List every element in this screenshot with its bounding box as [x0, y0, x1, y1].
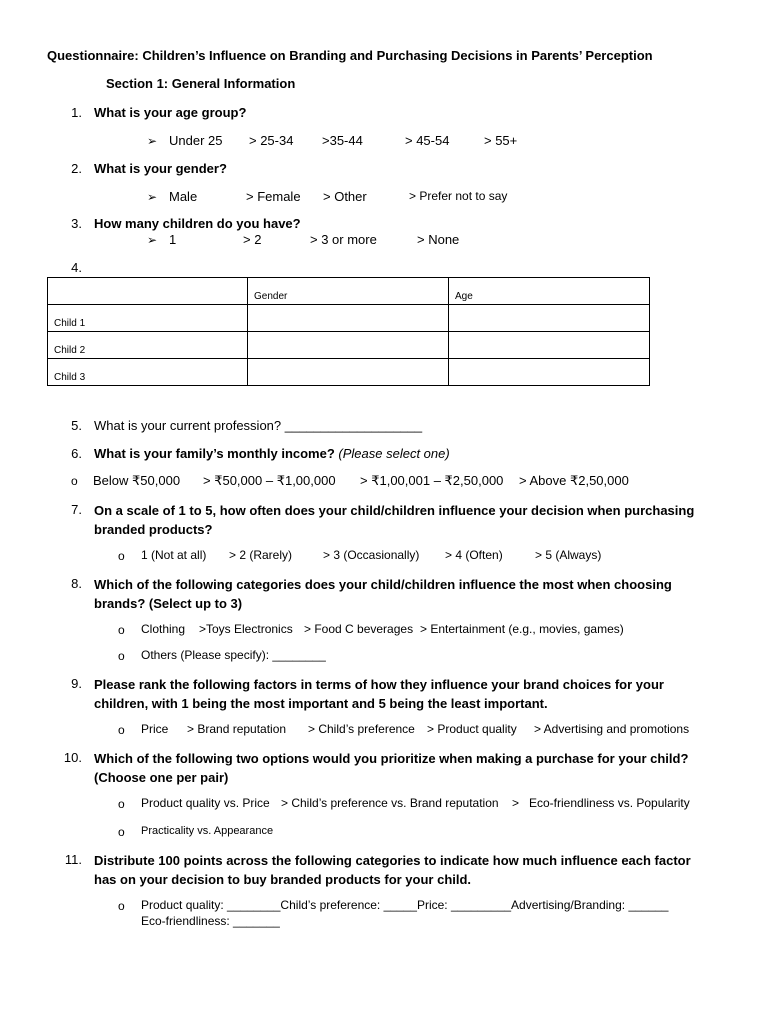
table-header-age: Age: [449, 278, 650, 305]
q1-option-25-34[interactable]: > 25-34: [249, 133, 294, 148]
q9-option-childs-preference[interactable]: > Child’s preference: [308, 722, 415, 736]
q8-number: 8.: [71, 576, 82, 591]
q9-text: Please rank the following factors in terms of how they influence your brand choices for your children, with 1 being the most important and 5 being the least important.: [94, 677, 664, 711]
q5-number: 5.: [71, 418, 82, 433]
q6-option-below-50k[interactable]: Below ₹50,000: [93, 473, 181, 488]
child-3-gender-cell[interactable]: [248, 359, 449, 386]
child-1-age-cell[interactable]: [449, 305, 650, 332]
q2-option-prefer-not[interactable]: > Prefer not to say: [409, 189, 508, 203]
q6-text: What is your family’s monthly income?: [94, 446, 335, 461]
q3-option-3-or-more[interactable]: > 3 or more: [310, 232, 377, 247]
q7-text: On a scale of 1 to 5, how often does your child/children influence your decision when purchasing branded products?: [94, 503, 695, 537]
q7-option-4[interactable]: > 4 (Often): [445, 548, 503, 562]
q9-option-brand-reputation[interactable]: > Brand reputation: [187, 722, 287, 736]
q11-eco-friendliness-field[interactable]: Eco-friendliness: _______: [141, 914, 280, 928]
table-row: [48, 359, 650, 386]
q10-option-quality-vs-price[interactable]: Product quality vs. Price: [141, 796, 270, 810]
circle-bullet-icon: o: [118, 549, 125, 563]
q7-number: 7.: [71, 502, 82, 517]
q10-option-practicality-vs-appearance[interactable]: Practicality vs. Appearance: [141, 825, 274, 837]
q11-number: 11.: [64, 852, 82, 867]
q8-text: Which of the following categories does your child/children influence the most when choosing brands? (Select up to 3): [94, 577, 672, 611]
table-header-row: [48, 278, 650, 305]
q6-note: (Please select one): [338, 446, 450, 461]
q8-option-entertainment[interactable]: > Entertainment (e.g., movies, games): [420, 622, 624, 636]
q6-option-1l-2-5l[interactable]: > ₹1,00,001 – ₹2,50,000: [360, 473, 504, 488]
q1-option-under25[interactable]: Under 25: [169, 133, 223, 148]
circle-bullet-icon: o: [118, 797, 125, 811]
circle-bullet-icon: o: [118, 723, 125, 737]
q2-option-female[interactable]: > Female: [246, 189, 301, 204]
arrow-bullet-icon: ➢: [147, 134, 158, 148]
q2-text: What is your gender?: [94, 161, 227, 176]
q7-option-1[interactable]: 1 (Not at all): [141, 548, 207, 562]
q3-option-2[interactable]: > 2: [243, 232, 262, 247]
circle-bullet-icon: o: [118, 649, 125, 663]
q6-option-50k-1l[interactable]: > ₹50,000 – ₹1,00,000: [203, 473, 336, 488]
q10-text: Which of the following two options would you prioritize when making a purchase for your child? (Choose one per pair): [94, 751, 689, 785]
table-row: [48, 332, 650, 359]
q8-option-clothing[interactable]: Clothing: [141, 622, 186, 636]
q8-option-toys-electronics[interactable]: >Toys Electronics: [199, 622, 293, 636]
section-heading: Section 1: General Information: [106, 76, 296, 91]
table-header-blank: [48, 278, 248, 305]
q7-option-2[interactable]: > 2 (Rarely): [229, 548, 293, 562]
q3-text: How many children do you have?: [94, 216, 301, 231]
q9-option-product-quality[interactable]: > Product quality: [427, 722, 517, 736]
circle-bullet-icon: o: [71, 474, 78, 488]
row-label-child-1: Child 1: [48, 305, 248, 332]
q6-number: 6.: [71, 446, 82, 461]
q4-number: 4.: [71, 260, 82, 275]
q10-option-preference-vs-reputation[interactable]: > Child’s preference vs. Brand reputation: [281, 796, 499, 810]
questionnaire-title: Questionnaire: Children’s Influence on Branding and Purchasing Decisions in Parents’ Perception: [47, 48, 653, 63]
q1-text: What is your age group?: [94, 105, 247, 120]
q2-number: 2.: [71, 161, 82, 176]
arrow-bullet-icon: ➢: [147, 190, 158, 204]
q3-number: 3.: [71, 216, 82, 231]
q3-option-1[interactable]: 1: [169, 232, 177, 247]
q9-option-advertising[interactable]: > Advertising and promotions: [534, 722, 690, 736]
q8-option-others-field[interactable]: Others (Please specify): ________: [141, 648, 326, 662]
circle-bullet-icon: o: [118, 623, 125, 637]
child-3-age-cell[interactable]: [449, 359, 650, 386]
q8-option-food-beverages[interactable]: > Food C beverages: [304, 622, 414, 636]
q1-option-45-54[interactable]: > 45-54: [405, 133, 450, 148]
q2-option-male[interactable]: Male: [169, 189, 198, 204]
q2-option-other[interactable]: > Other: [323, 189, 367, 204]
q1-option-35-44[interactable]: >35-44: [322, 133, 363, 148]
q1-number: 1.: [71, 105, 82, 120]
q1-option-55plus[interactable]: > 55+: [484, 133, 518, 148]
q9-option-price[interactable]: Price: [141, 722, 169, 736]
q10-arrow-separator: >: [512, 796, 520, 810]
q10-option-eco-vs-popularity[interactable]: Eco-friendliness vs. Popularity: [529, 796, 690, 810]
q10-number: 10.: [63, 750, 82, 765]
child-2-age-cell[interactable]: [449, 332, 650, 359]
circle-bullet-icon: o: [118, 899, 125, 913]
arrow-bullet-icon: ➢: [147, 233, 158, 247]
q9-number: 9.: [71, 676, 82, 691]
row-label-child-3: Child 3: [48, 359, 248, 386]
q5-profession-field[interactable]: What is your current profession? ___________________: [94, 418, 423, 433]
q11-points-fields[interactable]: Product quality: ________Child’s preference: _____Price: _________Advertising/Branding: ______: [141, 898, 669, 912]
q7-option-5[interactable]: > 5 (Always): [535, 548, 602, 562]
q3-option-none[interactable]: > None: [417, 232, 460, 247]
children-table: [47, 277, 650, 386]
q6-option-above-2-5l[interactable]: > Above ₹2,50,000: [519, 473, 629, 488]
q11-text: Distribute 100 points across the following categories to indicate how much influence each factor has on your decision to buy branded products for your child.: [94, 853, 691, 887]
circle-bullet-icon: o: [118, 825, 125, 839]
q7-option-3[interactable]: > 3 (Occasionally): [323, 548, 420, 562]
child-2-gender-cell[interactable]: [248, 332, 449, 359]
child-1-gender-cell[interactable]: [248, 305, 449, 332]
row-label-child-2: Child 2: [48, 332, 248, 359]
table-row: [48, 305, 650, 332]
table-header-gender: Gender: [248, 278, 449, 305]
